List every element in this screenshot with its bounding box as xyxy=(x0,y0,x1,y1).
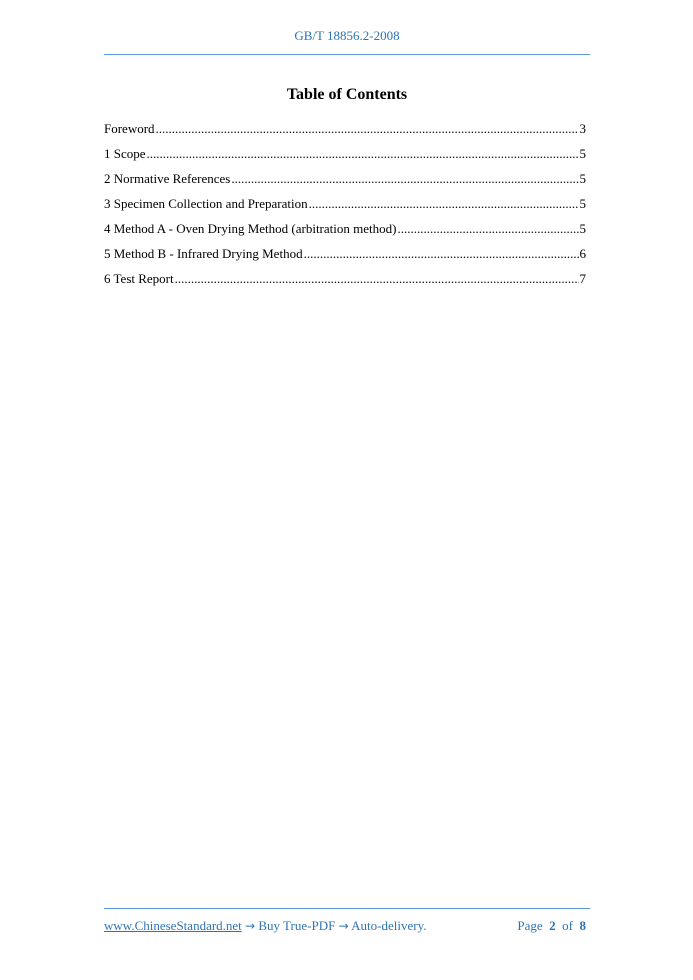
toc-leader-dots xyxy=(156,120,579,138)
site-link[interactable]: www.ChineseStandard.net xyxy=(104,918,242,933)
header-divider xyxy=(104,54,590,55)
toc-leader-dots xyxy=(397,220,578,238)
toc-entry-page: 5 xyxy=(579,171,586,186)
current-page-number: 2 xyxy=(549,918,556,933)
toc-entry-page: 3 xyxy=(579,121,586,136)
toc-entry-page: 5 xyxy=(579,146,586,161)
toc-entry-label: 5 Method B - Infrared Drying Method xyxy=(104,246,303,261)
auto-delivery-text: Auto-delivery. xyxy=(351,918,427,933)
toc-entry-test-report[interactable] xyxy=(104,270,586,295)
toc-leader-dots xyxy=(304,245,579,263)
arrow-right-icon: → xyxy=(245,919,256,933)
toc-entry-method-a[interactable] xyxy=(104,220,586,245)
toc-leader-dots xyxy=(309,195,579,213)
toc-title: Table of Contents xyxy=(286,86,408,103)
toc-leader-dots xyxy=(175,270,579,288)
page-header xyxy=(104,28,590,44)
toc-leader-dots xyxy=(147,145,579,163)
of-word: of xyxy=(562,918,573,933)
arrow-right-icon: → xyxy=(338,919,349,933)
toc-leader-dots xyxy=(231,170,578,188)
footer-promo xyxy=(104,918,427,934)
page-word: Page xyxy=(517,918,543,933)
buy-pdf-link[interactable]: Buy True-PDF xyxy=(258,918,336,933)
toc-entry-label: 4 Method A - Oven Drying Method (arbitration method) xyxy=(104,221,397,236)
toc-entry-page: 5 xyxy=(579,196,586,211)
toc-entry-label: 2 Normative References xyxy=(104,171,231,186)
toc-entry-label: 3 Specimen Collection and Preparation xyxy=(104,196,308,211)
document-code: GB/T 18856.2-2008 xyxy=(294,28,400,43)
toc-entry-label: 1 Scope xyxy=(104,146,146,161)
toc-entry-specimen-collection[interactable] xyxy=(104,195,586,220)
toc-entry-method-b[interactable] xyxy=(104,245,586,270)
table-of-contents xyxy=(104,120,586,295)
page-indicator xyxy=(517,918,586,934)
toc-entry-label: Foreword xyxy=(104,121,155,136)
toc-entry-label: 6 Test Report xyxy=(104,271,174,286)
footer-divider xyxy=(104,908,590,909)
total-pages-number: 8 xyxy=(579,918,586,933)
toc-entry-scope[interactable] xyxy=(104,145,586,170)
toc-entry-page: 6 xyxy=(579,246,586,261)
toc-entry-page: 5 xyxy=(579,221,586,236)
toc-entry-normative-references[interactable] xyxy=(104,170,586,195)
toc-entry-foreword[interactable] xyxy=(104,120,586,145)
toc-entry-page: 7 xyxy=(579,271,586,286)
